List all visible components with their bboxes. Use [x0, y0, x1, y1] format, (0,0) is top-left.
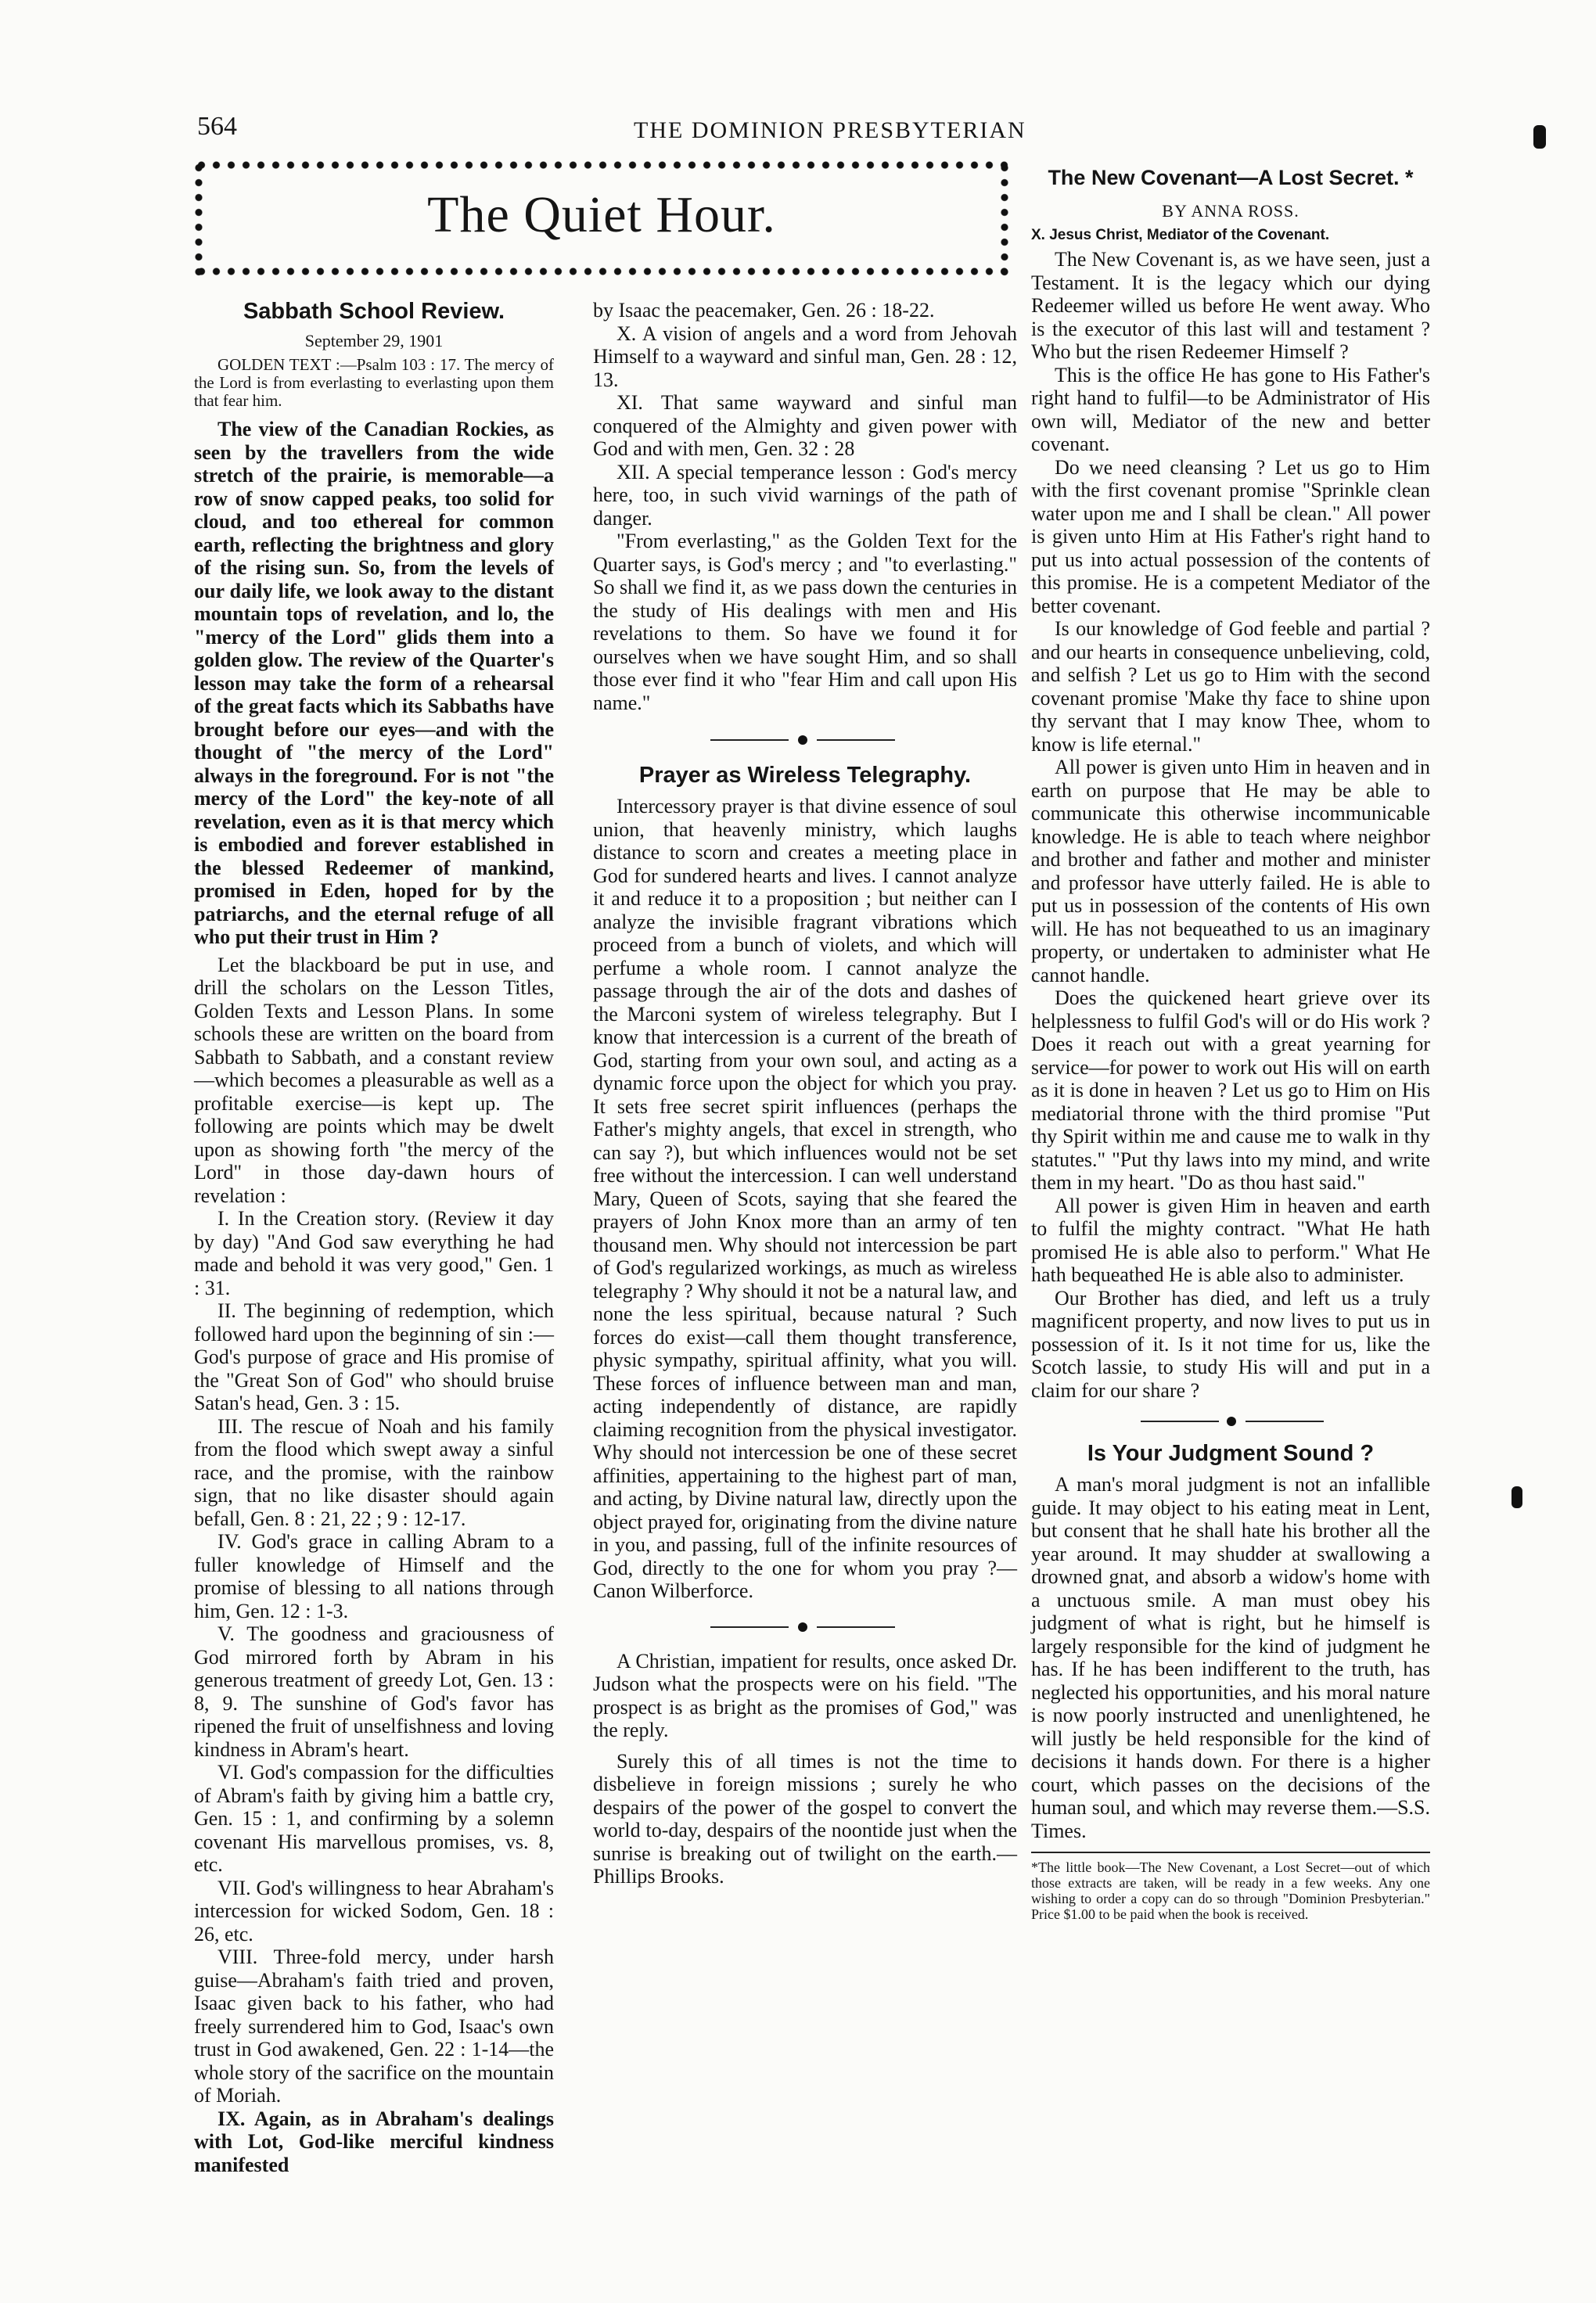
review-point: V. The goodness and graciousness of God mirrored forth by Abram in his generous treatment of greedy Lot, Gen. 13 : 8, 9. The sunshine of God's favor has ripened the fruit of unselfishness and loving kindness in Abram's heart. — [194, 1622, 554, 1761]
covenant-paragraph: Is our knowledge of God feeble and partial ? and our hearts in consequence unbelieving, cold, and selfish ? Let us go to Him with the second covenant promise 'Make thy face to shine upon thy servant that I may know Thee, whom to know is life eternal." — [1031, 617, 1430, 756]
covenant-paragraph: Our Brother has died, and left us a truly magnificent property, and now lives to put us in possession of it. Is it not time for us, like the Scotch lassie, to study His will and put in a claim for our share ? — [1031, 1286, 1430, 1402]
covenant-subhead: X. Jesus Christ, Mediator of the Covenant. — [1031, 227, 1330, 243]
covenant-paragraph: This is the office He has gone to His Father's right hand to fulfil—to be Administrator of His own will, Mediator of the new and better covenant. — [1031, 363, 1430, 455]
covenant-paragraph: Do we need cleansing ? Let us go to Him with the first covenant promise "Sprinkle clean water upon me and I shall be clean." All power is given unto Him at His Father's right hand to put us into actual possession of the contents of this promise. He is a competent Mediator of the better covenant. — [1031, 455, 1430, 617]
judson-paragraph: Surely this of all times is not the time to disbelieve in foreign missions ; surely he who despairs of the power of the gospel to convert the world to-day, despairs of the noontide just when the sunrise is breaking out of twilight on the earth.—Phillips Brooks. — [593, 1749, 1017, 1888]
review-point: I. In the Creation story. (Review it day by day) "And God saw everything he had made and behold it was very good," Gen. 1 : 31. — [194, 1207, 554, 1299]
review-point: IV. God's grace in calling Abram to a fuller knowledge of Himself and the promise of blessing to all nations through him, Gen. 12 : 1-3. — [194, 1530, 554, 1622]
covenant-byline: BY ANNA ROSS. — [1162, 201, 1299, 221]
prayer-paragraph: Intercessory prayer is that divine essence of soul union, that heavenly ministry, which laughs distance to scorn and creates a meeting place in God for sundered hearts and lives. I cannot analyze it and reduce it to a proposition ; but neither can I analyze the invisible fragrant vibrations which proceed from a bunch of violets, and which will perfume a whole room. I cannot analyze the passage through the air of the dots and dashes of the Marconi system of wireless telegraphy. But I know that intercession is a current of the breath of God, starting from your own soul, and acting as a dynamic force upon the object for which you pray. It sets free secret spirit influences (perhaps the Father's mighty angels, that excel in strength, who can say ?), but which influences would not be set free without the intercession. I can well understand Mary, Queen of Scots, saying that she feared the prayers of John Knox more than an army of ten thousand men. Why should not intercession be part of God's regularized workings, as much as wireless telegraphy ? Why should it not be a natural law, and none the less spiritual, because natural ? Such forces do exist—call them thought transference, physic sympathy, spiritual affinity, what you will. These forces of influence between man and man, acting independently of distance, are rapidly claiming recognition from the physical investigator. Why should not intercession be one of these secret affinities, appertaining to the highest part of man, and acting, by Divine natural law, directly upon the object prayed for, originating from the divine nature in you, and passing, full of the infinite resources of God, directly to the one for whom you pray ?—Canon Wilberforce. — [593, 795, 1017, 1602]
section-divider — [593, 1603, 1017, 1645]
page-number: 564 — [197, 112, 237, 141]
column-3 — [1031, 166, 1430, 1922]
review-point: VII. God's willingness to hear Abraham's intercession for wicked Sodom, Gen. 18 : 26, etc. — [194, 1876, 554, 1946]
review-paragraph: Let the blackboard be put in use, and drill the scholars on the Lesson Titles, Golden Texts and Lesson Plans. In some schools these are written on the board from Sabbath to Sabbath, and a constant review—which becomes a pleasurable as well as a profitable exercise—is kept up. The following are points which may be dwelt upon as showing forth "the mercy of the Lord" in those day-dawn hours of revelation : — [194, 953, 554, 1207]
review-point: III. The rescue of Noah and his family from the flood which swept away a sinful race, and the promise, with the rainbow sign, that no like disaster should again befall, Gen. 8 : 21, 22 ; 9 : 12-17. — [194, 1414, 554, 1530]
section-divider — [593, 714, 1017, 758]
section-title: The Quiet Hour. — [427, 186, 776, 243]
right-edge-mark-lower — [1512, 1486, 1522, 1508]
judgment-title: Is Your Judgment Sound ? — [1087, 1441, 1375, 1466]
covenant-paragraph: The New Covenant is, as we have seen, just a Testament. It is the legacy which our dying Redeemer willed us before He went away. Who is the executor of this last will and testament ? Who but the risen Redeemer Himself ? — [1031, 248, 1430, 363]
sabbath-review-title: Sabbath School Review. — [243, 299, 505, 324]
covenant-paragraph: All power is given Him in heaven and earth to fulfil the mighty contract. "What He hath promised He is able also to perform." What He hath bequeathed He is able also to administer. — [1031, 1194, 1430, 1286]
prayer-title: Prayer as Wireless Telegraphy. — [638, 763, 972, 788]
review-closing: "From everlasting," as the Golden Text for the Quarter says, is God's mercy ; and "to everlasting." So shall we find it, as we pass down the centuries in the study of His dealings with men and His revelations to them. So have we found it for ourselves when we have sought Him, and so shall those ever find it who "fear Him and call upon His name." — [593, 530, 1017, 714]
column-1 — [194, 299, 554, 2176]
footnote-divider — [1031, 1842, 1430, 1859]
quiet-hour-banner — [194, 160, 1009, 276]
footnote: *The little book—The New Covenant, a Lost Secret—out of which those extracts are taken, will be ready in a few weeks. Any one wishing to order a copy can do so through "Dominion Presbyterian." Price $1.00 to be paid when the book is received. — [1031, 1859, 1430, 1922]
review-point: II. The beginning of redemption, which followed hard upon the beginning of sin :—God's purpose of grace and His promise of the "Great Son of God" who should bruise Satan's head, Gen. 3 : 15. — [194, 1299, 554, 1414]
running-head: THE DOMINION PRESBYTERIAN — [634, 117, 1026, 143]
column-2 — [593, 299, 1017, 1888]
ornament-border-top — [194, 160, 1009, 170]
judgment-paragraph: A man's moral judgment is not an infallible guide. It may object to his eating meat in Lent, but consent that he shall hate his brother all the year around. It may shudder at swallowing a drowned gnat, and absorb a widow's home with a unctuous smile. A man must obey his judgment of what is right, but he himself is largely responsible for the kind of judgment he has. If he has been indifferent to the truth, has neglected his opportunities, and his moral nature is now poorly instructed and unenlightened, he will justly be held responsible for the kind of decisions it hands down. For there is a higher court, which passes on the decisions of the human soul, and which may reverse them.—S.S. Times. — [1031, 1473, 1430, 1842]
review-point: VIII. Three-fold mercy, under harsh guise—Abraham's faith tried and proven, Isaac given back to his father, who had freely surrendered him to God, Isaac's own trust in God awakened, Gen. 22 : 1-14—the whole story of the sacrifice on the mountain of Moriah. — [194, 1946, 554, 2107]
covenant-paragraph: All power is given unto Him in heaven and in earth on purpose that He may be able to communicate this otherwise incommunicable knowledge. He is able to teach where neighbor and brother and father and mother and minister and professor have utterly failed. He is able to put us in possession of the contents of His own will. He has not bequeathed to us an imaginary property, or undertaken to administer what He cannot handle. — [1031, 756, 1430, 986]
judson-paragraph: A Christian, impatient for results, once asked Dr. Judson what the prospects were on his field. "The prospect is as bright as the promises of God," was the reply. — [593, 1649, 1017, 1741]
right-edge-mark — [1533, 125, 1546, 149]
covenant-title: The New Covenant—A Lost Secret. * — [1048, 166, 1414, 189]
review-point: X. A vision of angels and a word from Jehovah Himself to a wayward and sinful man, Gen. 28 : 12, 13. — [593, 322, 1017, 391]
golden-text: GOLDEN TEXT :—Psalm 103 : 17. The mercy of the Lord is from everlasting to everlasting upon them that fear him. — [194, 355, 554, 410]
review-continued: by Isaac the peacemaker, Gen. 26 : 18-22. — [593, 299, 935, 322]
ornament-border-bottom — [194, 267, 1009, 276]
review-point: VI. God's compassion for the difficulties of Abram's faith by giving him a battle cry, Gen. 15 : 1, and confirming by a solemn covenant His marvellous promises, vs. 8, etc. — [194, 1761, 554, 1876]
section-divider — [1031, 1402, 1430, 1436]
review-date: September 29, 1901 — [304, 331, 444, 350]
review-point: XII. A special temperance lesson : God's mercy here, too, in such vivid warnings of the path of danger. — [593, 460, 1017, 530]
review-point: XI. That same wayward and sinful man conquered of the Almighty and given power with God and with men, Gen. 32 : 28 — [593, 391, 1017, 460]
review-point: IX. Again, as in Abraham's dealings with Lot, God-like merciful kindness manifested — [194, 2107, 554, 2176]
covenant-paragraph: Does the quickened heart grieve over its helplessness to fulfil God's will or do His work ? Does it reach out with a great yearning for service—for power to work out His will on earth as it is done in heaven ? Let us go to Him on His mediatorial throne with the third promise "Put thy Spirit within me and cause me to walk in thy statutes." "Put thy laws into my mind, and write them in my heart. "Do as thou hast said." — [1031, 986, 1430, 1194]
review-paragraph: The view of the Canadian Rockies, as seen by the travellers from the wide stretch of the prairie, is memorable—a row of snow capped peaks, too solid for cloud, and too ethereal for common earth, reflecting the brightness and glory of the rising sun. So, from the levels of our daily life, we look away to the distant mountain tops of revelation, and lo, the "mercy of the Lord" glids them into a golden glow. The review of the Quarter's lesson may take the form of a rehearsal of the great facts which its Sabbaths have brought before our eyes—and with the thought of "the mercy of the Lord" always in the foreground. For is not "the mercy of the Lord" the key-note of all revelation, even as it is that mercy which is embodied and forever established in the blessed Redeemer of mankind, promised in Eden, hoped for by the patriarchs, and the eternal refuge of all who put their trust in Him ? — [194, 418, 554, 948]
